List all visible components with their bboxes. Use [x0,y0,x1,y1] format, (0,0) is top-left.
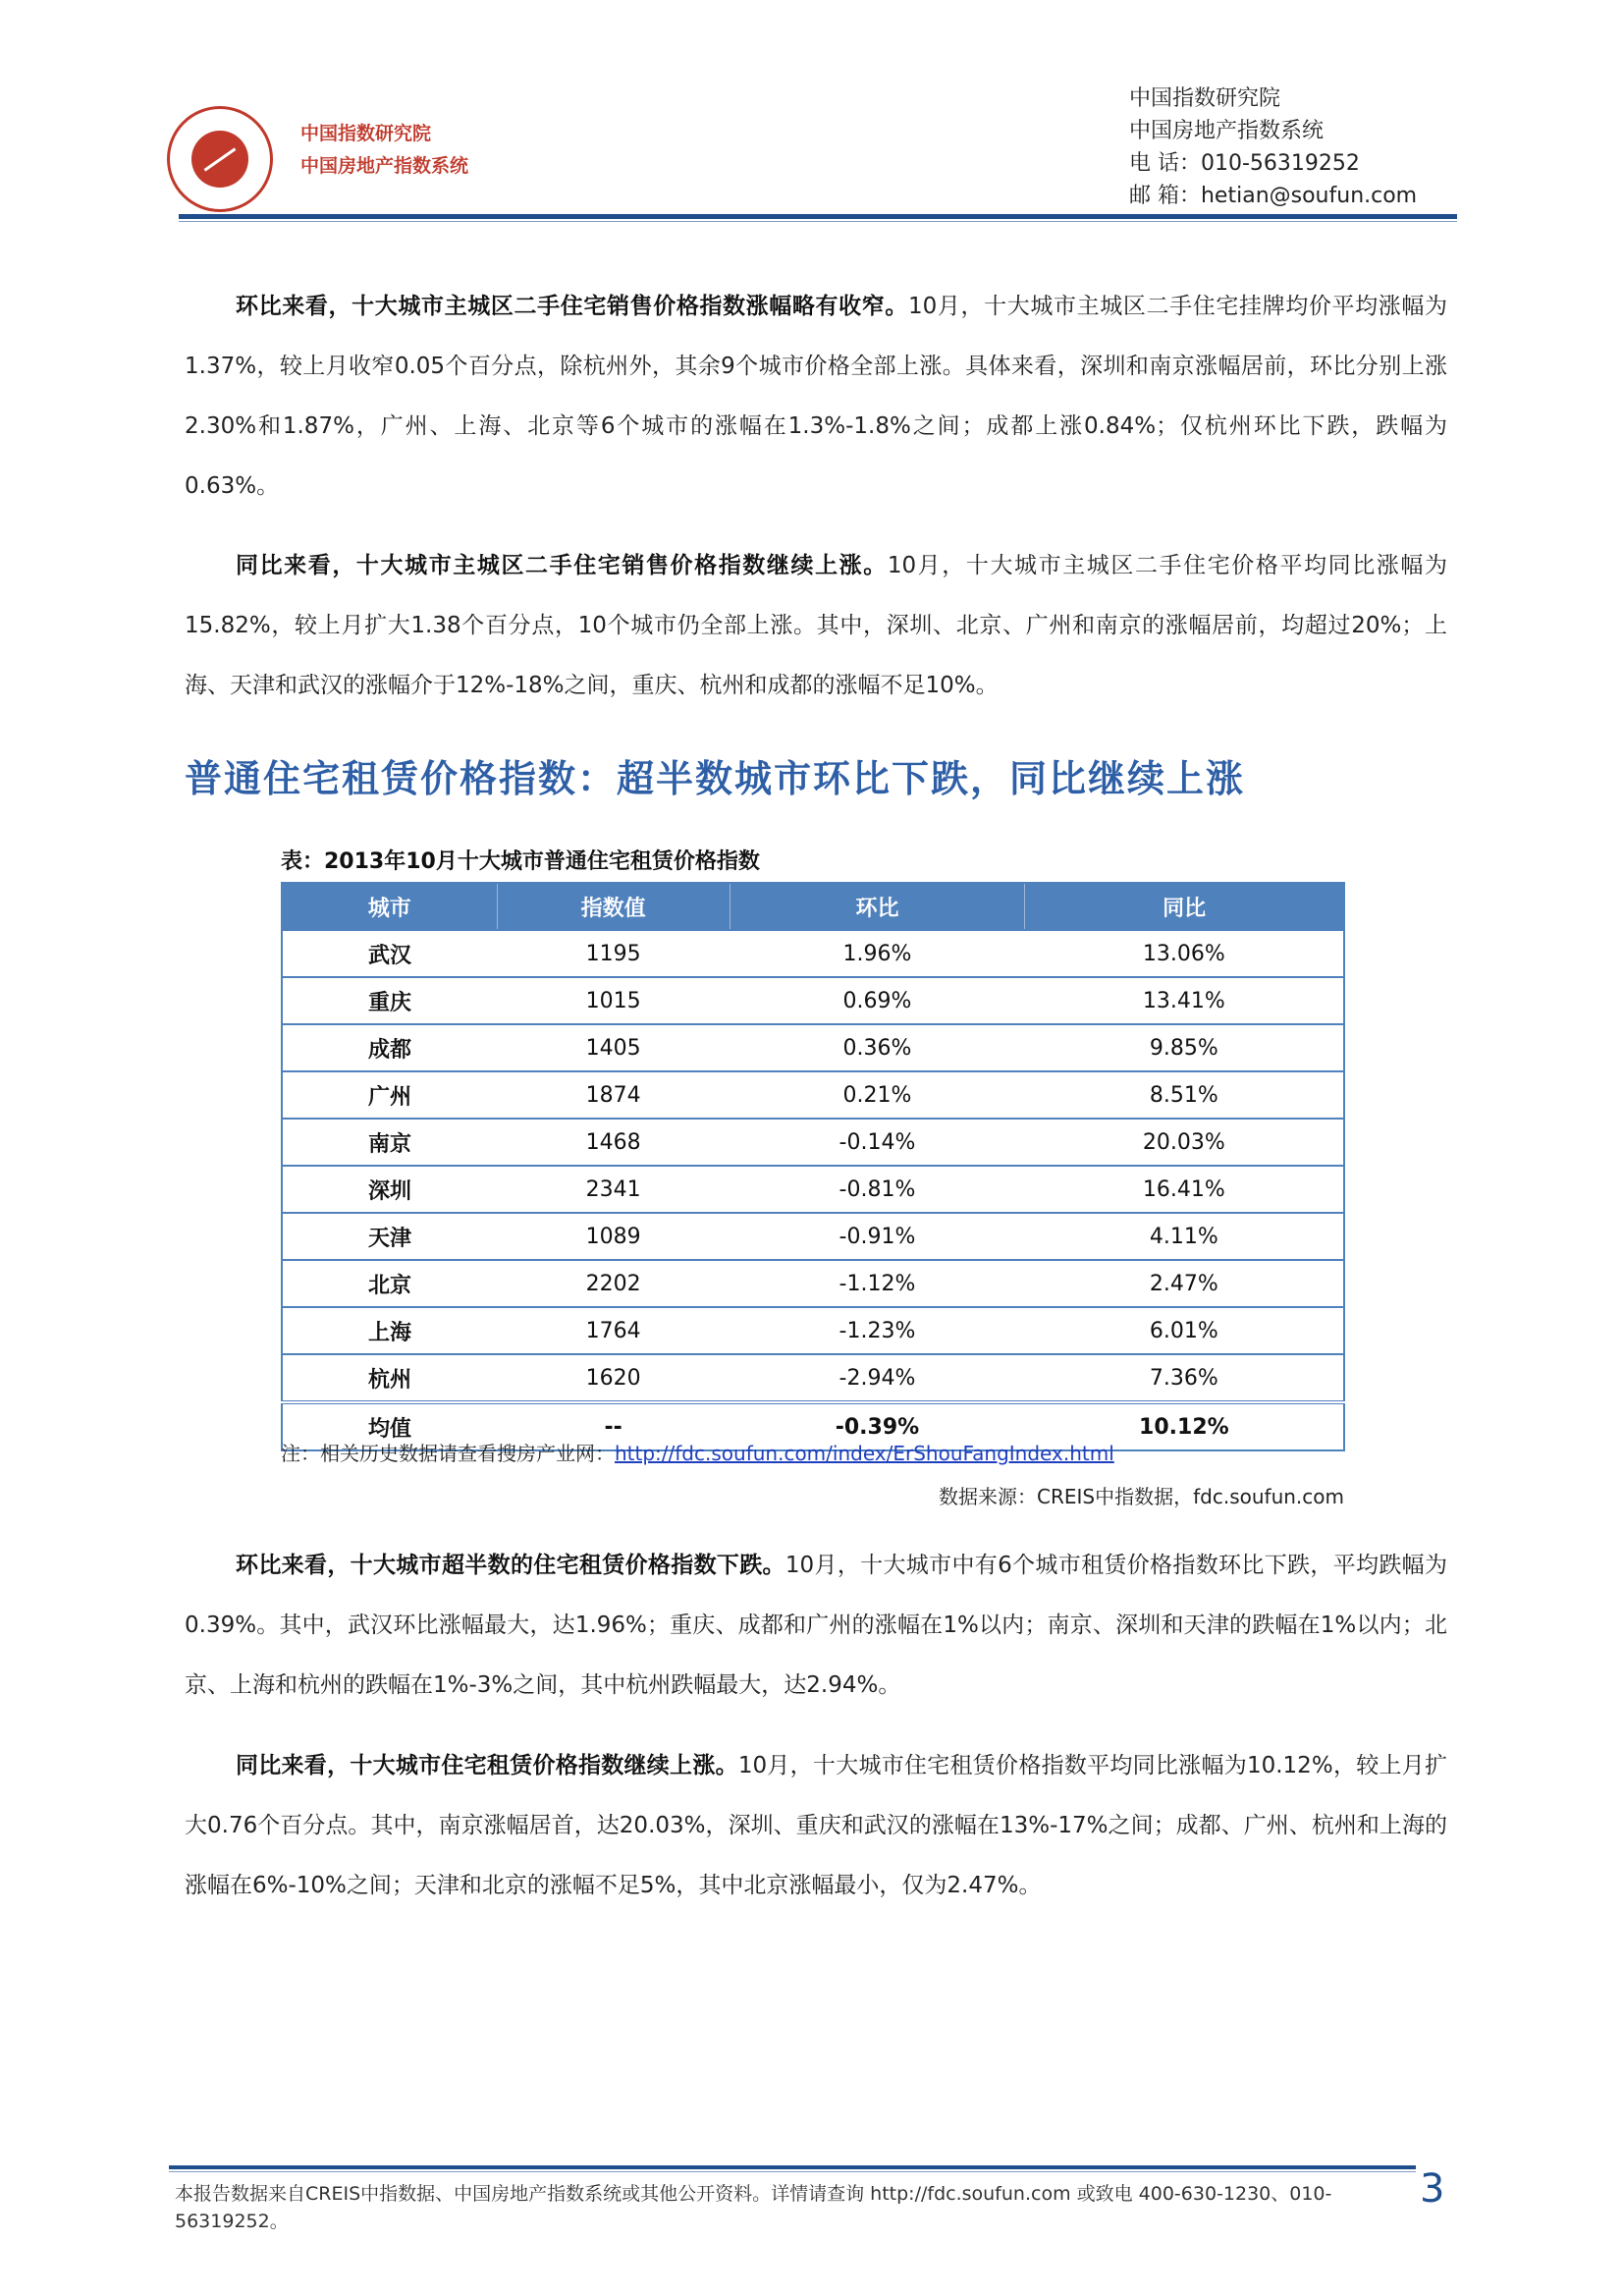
cell-index: 1620 [497,1354,730,1402]
paragraph-3-lead: 环比来看，十大城市超半数的住宅租赁价格指数下跌。 [236,1553,785,1578]
logo-mark [191,131,248,188]
cell-city: 成都 [282,1024,497,1071]
cell-yoy: 7.36% [1025,1354,1344,1402]
cell-index: 1015 [497,977,730,1024]
table-row [282,1119,1344,1166]
cell-yoy: 2.47% [1025,1260,1344,1307]
cell-mom: -0.39% [730,1402,1025,1450]
header-index: 指数值 [497,883,730,930]
cell-index: 1874 [497,1071,730,1119]
cell-mom: 0.69% [730,977,1025,1024]
table-row [282,1260,1344,1307]
cell-mom: 0.21% [730,1071,1025,1119]
cell-yoy: 10.12% [1025,1402,1344,1450]
table-row [282,930,1344,977]
cell-index: 2341 [497,1166,730,1213]
cell-index: 1764 [497,1307,730,1354]
paragraph-2 [185,536,1447,716]
cell-city: 北京 [282,1260,497,1307]
cell-index: 2202 [497,1260,730,1307]
cell-yoy: 13.41% [1025,977,1344,1024]
cell-index: 1195 [497,930,730,977]
paragraph-4-text: 10月，十大城市住宅租赁价格指数平均同比涨幅为10.12%，较上月扩大0.76个百分点。其中，南京涨幅居首，达20.03%，深圳、重庆和武汉的涨幅在13%-17%之间；成都、广州、杭州和上海的涨幅在6%-10%之间；天津和北京的涨幅不足5%，其中北京涨幅最小，仅为2.47%。 [185,1753,1448,1898]
note-label: 注：相关历史数据请查看搜房产业网： [281,1442,615,1465]
brand-line-1: 中国指数研究院 [300,123,432,144]
paragraph-3 [185,1536,1447,1716]
table-header-row [282,883,1344,930]
header-rule [179,214,1457,219]
table-row [282,1166,1344,1213]
contact-phone: 电 话：010-56319252 [1129,151,1360,176]
paragraph-1-lead: 环比来看，十大城市主城区二手住宅销售价格指数涨幅略有收窄。 [236,294,909,319]
data-source: 数据来源：CREIS中指数据，fdc.soufun.com [939,1485,1344,1508]
table-note [281,1438,1114,1466]
paragraph-1-text: 10月，十大城市主城区二手住宅挂牌均价平均涨幅为1.37%，较上月收窄0.05个百分点，除杭州外，其余9个城市价格全部上涨。具体来看，深圳和南京涨幅居前，环比分别上涨2.30%和1.87%，广州、上海、北京等6个城市的涨幅在1.3%-1.8%之间；成都上涨0.84%；仅杭州环比下跌，跌幅为0.63%。 [185,294,1447,499]
cell-index: 1468 [497,1119,730,1166]
contact-org-1: 中国指数研究院 [1129,86,1281,111]
table-row [282,1024,1344,1071]
paragraph-1 [185,277,1447,517]
table-row [282,977,1344,1024]
paragraph-4 [185,1736,1447,1916]
cell-city: 南京 [282,1119,497,1166]
cell-mom: 0.36% [730,1024,1025,1071]
table-row [282,1307,1344,1354]
cell-yoy: 13.06% [1025,930,1344,977]
paragraph-2-lead: 同比来看，十大城市主城区二手住宅销售价格指数继续上涨。 [236,553,888,578]
cell-mom: -0.14% [730,1119,1025,1166]
table-row [282,1354,1344,1402]
brand-line-2: 中国房地产指数系统 [300,155,469,177]
cell-mom: -0.81% [730,1166,1025,1213]
cell-city: 均值 [282,1402,497,1450]
table-caption: 表：2013年10月十大城市普通住宅租赁价格指数 [281,849,760,874]
paragraph-4-lead: 同比来看，十大城市住宅租赁价格指数继续上涨。 [236,1753,738,1778]
history-data-link[interactable]: http://fdc.soufun.com/index/ErShouFangIndex.html [615,1442,1114,1465]
paragraph-2-text: 10月，十大城市主城区二手住宅价格平均同比涨幅为15.82%，较上月扩大1.38个百分点，10个城市仍全部上涨。其中，深圳、北京、广州和南京的涨幅居前，均超过20%；上海、天津和武汉的涨幅介于12%-18%之间，重庆、杭州和成都的涨幅不足10%。 [185,553,1447,698]
cell-yoy: 9.85% [1025,1024,1344,1071]
cell-mom: -1.12% [730,1260,1025,1307]
cell-mom: -0.91% [730,1213,1025,1260]
footer-text: 本报告数据来自CREIS中指数据、中国房地产指数系统或其他公开资料。详情请查询 http://fdc.soufun.com 或致电 400-630-1230、010-56319252。 [175,2183,1332,2232]
cell-city: 杭州 [282,1354,497,1402]
header-mom: 环比 [730,883,1025,930]
cell-city: 深圳 [282,1166,497,1213]
cell-yoy: 6.01% [1025,1307,1344,1354]
contact-email: 邮 箱：hetian@soufun.com [1129,184,1418,208]
cell-city: 重庆 [282,977,497,1024]
rent-index-table [281,882,1345,1451]
footer-rule-thin [169,2171,1416,2172]
cell-mom: -1.23% [730,1307,1025,1354]
brand [300,118,468,183]
cell-mom: 1.96% [730,930,1025,977]
cell-city: 武汉 [282,930,497,977]
logo [167,106,273,212]
table-row [282,1071,1344,1119]
cell-yoy: 16.41% [1025,1166,1344,1213]
cell-yoy: 8.51% [1025,1071,1344,1119]
cell-city: 广州 [282,1071,497,1119]
header-rule-thin [179,221,1457,222]
cell-yoy: 20.03% [1025,1119,1344,1166]
contact-block [1129,82,1417,212]
cell-index: 1405 [497,1024,730,1071]
cell-index: -- [497,1402,730,1450]
cell-index: 1089 [497,1213,730,1260]
contact-org-2: 中国房地产指数系统 [1129,119,1325,143]
cell-mom: -2.94% [730,1354,1025,1402]
table-row [282,1213,1344,1260]
section-title: 普通住宅租赁价格指数：超半数城市环比下跌，同比继续上涨 [185,757,1246,800]
paragraph-3-text: 10月，十大城市中有6个城市租赁价格指数环比下跌，平均跌幅为0.39%。其中，武汉环比涨幅最大，达1.96%；重庆、成都和广州的涨幅在1%以内；南京、深圳和天津的跌幅在1%以内；北京、上海和杭州的跌幅在1%-3%之间，其中杭州跌幅最大，达2.94%。 [185,1553,1447,1698]
header-city: 城市 [282,883,497,930]
cell-yoy: 4.11% [1025,1213,1344,1260]
cell-city: 天津 [282,1213,497,1260]
header-yoy: 同比 [1025,883,1344,930]
footer-rule [169,2165,1416,2169]
cell-city: 上海 [282,1307,497,1354]
page-number: 3 [1420,2166,1445,2212]
